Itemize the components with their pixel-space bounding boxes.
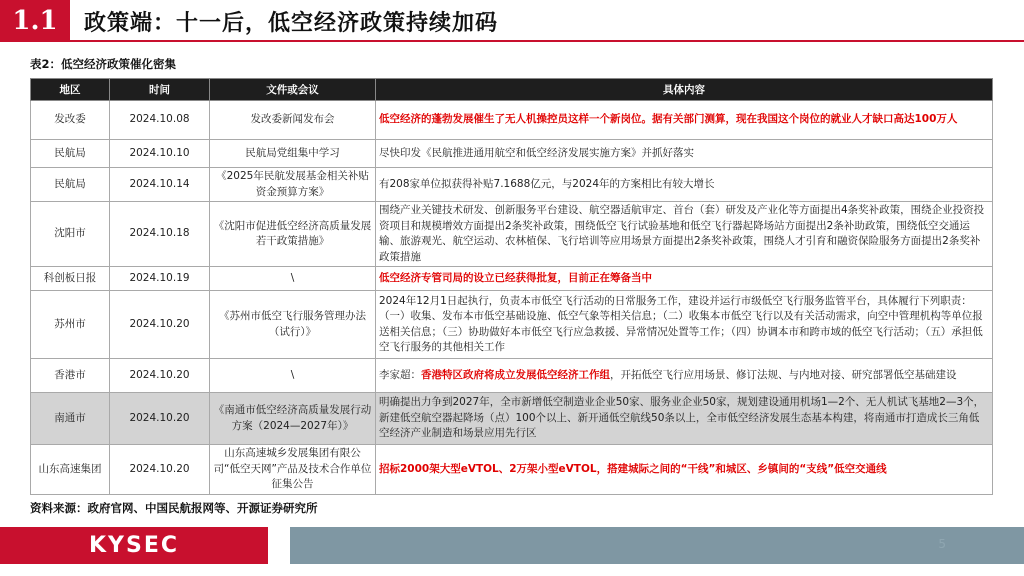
- table-row: [31, 359, 993, 393]
- header-divider: [70, 40, 1024, 42]
- column-header-date: 时间: [110, 79, 210, 101]
- cell-document: \: [210, 359, 376, 393]
- cell-date: 2024.10.20: [110, 445, 210, 495]
- kysec-logo: KYSEC: [0, 527, 268, 564]
- table-row: [31, 202, 993, 267]
- section-number-badge: 1.1: [0, 0, 70, 42]
- cell-date: 2024.10.10: [110, 140, 210, 168]
- column-header-region: 地区: [31, 79, 110, 101]
- cell-region: 民航局: [31, 168, 110, 202]
- table-row: [31, 101, 993, 140]
- column-header-content: 具体内容: [376, 79, 993, 101]
- cell-region: 科创板日报: [31, 267, 110, 291]
- cell-region: 南通市: [31, 393, 110, 445]
- source-note: 资料来源：政府官网、中国民航报网等、开源证券研究所: [30, 501, 318, 515]
- cell-document: 《苏州市低空飞行服务管理办法（试行）》: [210, 291, 376, 359]
- cell-content: 低空经济专管司局的设立已经获得批复，目前正在筹备当中: [376, 267, 993, 291]
- cell-region: 民航局: [31, 140, 110, 168]
- cell-document: 《2025年民航发展基金相关补贴资金预算方案》: [210, 168, 376, 202]
- content-prefix: 李家超：: [379, 368, 421, 381]
- column-header-document: 文件或会议: [210, 79, 376, 101]
- cell-date: 2024.10.20: [110, 359, 210, 393]
- cell-document: 发改委新闻发布会: [210, 101, 376, 140]
- page-number: 5: [938, 537, 946, 551]
- content-highlight: 香港特区政府将成立发展低空经济工作组: [421, 368, 610, 381]
- slide-header: [0, 0, 1024, 42]
- footer-bar: [290, 527, 1024, 564]
- cell-content: 明确提出力争到2027年，全市新增低空制造业企业50家、服务业企业50家，规划建设通用机场1—2个、无人机试飞基地2—3个，新建低空航空器起降场（点）100个以上、新开通低空航线50条以上，全市低空经济发展生态基本构建，将南通市打造成长三角低空经济产业制造和场景应用先行区: [376, 393, 993, 445]
- table-row: [31, 393, 993, 445]
- cell-region: 沈阳市: [31, 202, 110, 267]
- slide-title: 政策端：十一后，低空经济政策持续加码: [84, 10, 499, 36]
- table-row: [31, 168, 993, 202]
- table-header-row: [31, 79, 993, 101]
- cell-document: 《沈阳市促进低空经济高质量发展若干政策措施》: [210, 202, 376, 267]
- cell-content: 围绕产业关键技术研发、创新服务平台建设、航空器适航审定、首台（套）研发及产业化等方面提出4条奖补政策，围绕企业投资投资项目和规模增效方面提出2条奖补政策，围绕低空飞行试验基地和低空飞行器起降场站方面提出2条补助政策，围绕低空交通运输、旅游观光、航空运动、农林植保、飞行培训等应用场景方面提出2条奖补政策，围绕人才引育和融资保险服务方面提出2条奖补政策措施: [376, 202, 993, 267]
- cell-content: [376, 359, 993, 393]
- cell-content: 低空经济的蓬勃发展催生了无人机操控员这样一个新岗位。据有关部门测算，现在我国这个岗位的就业人才缺口高达100万人: [376, 101, 993, 140]
- cell-document: 《南通市低空经济高质量发展行动方案（2024—2027年）》: [210, 393, 376, 445]
- table-caption: 表2：低空经济政策催化密集: [30, 57, 177, 71]
- table-row: [31, 291, 993, 359]
- table-row: [31, 267, 993, 291]
- cell-region: 香港市: [31, 359, 110, 393]
- cell-date: 2024.10.18: [110, 202, 210, 267]
- cell-region: 发改委: [31, 101, 110, 140]
- cell-date: 2024.10.14: [110, 168, 210, 202]
- cell-date: 2024.10.19: [110, 267, 210, 291]
- cell-content: 有208家单位拟获得补贴7.1688亿元，与2024年的方案相比有较大增长: [376, 168, 993, 202]
- cell-date: 2024.10.08: [110, 101, 210, 140]
- cell-document: 山东高速城乡发展集团有限公司“低空天网”产品及技术合作单位征集公告: [210, 445, 376, 495]
- cell-document: 民航局党组集中学习: [210, 140, 376, 168]
- table-row: [31, 140, 993, 168]
- cell-content: 招标2000架大型eVTOL、2万架小型eVTOL，搭建城际之间的“干线”和城区、乡镇间的“支线”低空交通线: [376, 445, 993, 495]
- cell-content: 尽快印发《民航推进通用航空和低空经济发展实施方案》并抓好落实: [376, 140, 993, 168]
- cell-region: 苏州市: [31, 291, 110, 359]
- cell-document: \: [210, 267, 376, 291]
- policy-table: [30, 78, 993, 495]
- cell-date: 2024.10.20: [110, 291, 210, 359]
- cell-region: 山东高速集团: [31, 445, 110, 495]
- table-row: [31, 445, 993, 495]
- content-suffix: ，开拓低空飞行应用场景、修订法规、与内地对接、研究部署低空基础建设: [610, 368, 957, 381]
- slide-footer: [0, 527, 1024, 564]
- cell-date: 2024.10.20: [110, 393, 210, 445]
- cell-content: 2024年12月1日起执行，负责本市低空飞行活动的日常服务工作，建设并运行市级低空飞行服务监管平台，具体履行下列职责：（一）收集、发布本市低空基础设施、低空气象等相关信息；（二）收集本市低空飞行以及有关活动需求，向空中管理机构等单位报送相关信息；（三）协助做好本市低空飞行应急救援、异常情况处置等工作；（四）协调本市和跨市域的低空飞行活动；（五）承担低空飞行服务的其他相关工作: [376, 291, 993, 359]
